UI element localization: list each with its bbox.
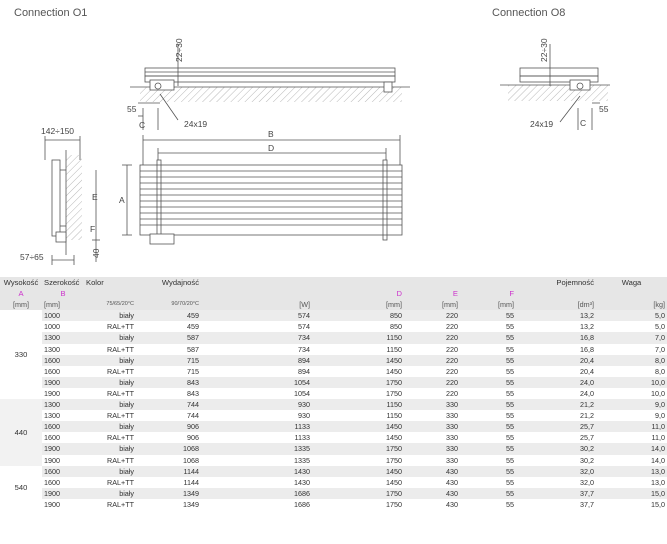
cell-weight: 5,0 xyxy=(655,322,665,332)
cell-weight: 13,0 xyxy=(596,466,667,477)
specs-table xyxy=(0,277,667,510)
connection-o1-title: Connection O1 xyxy=(14,7,88,19)
cell-output-75: 906 xyxy=(187,433,199,443)
unit-f: [mm] xyxy=(460,299,516,310)
cell-capacity: 25,7 xyxy=(580,433,594,443)
header-capacity: Pojemność xyxy=(516,277,596,288)
cell-color: RAL+TT xyxy=(107,411,134,421)
cell-output-75: 587 xyxy=(136,332,201,343)
cell-output-90: 1335 xyxy=(294,455,310,465)
cell-width: 1600 xyxy=(44,477,60,487)
cell-d: 1750 xyxy=(312,488,404,499)
letter-e: E xyxy=(404,288,460,299)
table-row xyxy=(0,421,667,432)
table-row xyxy=(0,399,667,410)
cell-output-90: 1133 xyxy=(294,433,310,443)
cell-weight: 14,0 xyxy=(651,455,665,465)
cell-f: 55 xyxy=(506,366,514,376)
cell-color: biały xyxy=(84,399,136,410)
cell-capacity: 37,7 xyxy=(516,488,596,499)
cell-width: 1600 xyxy=(42,355,84,366)
table-row xyxy=(0,488,667,499)
cell-output-90: 1686 xyxy=(294,499,310,509)
cell-capacity: 30,2 xyxy=(580,455,594,465)
cell-output-75: 744 xyxy=(187,411,199,421)
cell-output-90: 1430 xyxy=(201,466,312,477)
cell-d: 1750 xyxy=(312,377,404,388)
cell-e: 220 xyxy=(404,332,460,343)
cell-output-90: 734 xyxy=(201,332,312,343)
cell-d: 1750 xyxy=(386,499,402,509)
cell-e: 220 xyxy=(404,355,460,366)
cell-output-90: 574 xyxy=(201,310,312,321)
cell-e: 430 xyxy=(404,466,460,477)
cell-output-90: 930 xyxy=(298,411,310,421)
cell-color: biały xyxy=(84,443,136,454)
cell-f: 55 xyxy=(506,433,514,443)
cell-e: 220 xyxy=(446,388,458,398)
cell-width: 1000 xyxy=(42,310,84,321)
cell-weight: 11,0 xyxy=(651,433,665,443)
header-row-labels xyxy=(0,277,667,288)
table-row xyxy=(0,388,667,399)
connection-o8-title: Connection O8 xyxy=(492,7,566,19)
cell-output-75: 1349 xyxy=(136,488,201,499)
front-b-label: B xyxy=(268,129,274,139)
cell-width: 1000 xyxy=(44,322,60,332)
bottom-clear: 40 xyxy=(91,248,101,258)
cell-color: RAL+TT xyxy=(107,433,134,443)
o8-c-label: C xyxy=(580,118,587,128)
cell-weight: 13,0 xyxy=(651,477,665,487)
cell-capacity: 21,2 xyxy=(580,411,594,421)
cell-color: biały xyxy=(84,466,136,477)
unit-e: [mm] xyxy=(404,299,460,310)
cell-e: 330 xyxy=(404,443,460,454)
cell-width: 1900 xyxy=(42,377,84,388)
cell-capacity: 16,8 xyxy=(580,344,594,354)
cell-capacity: 25,7 xyxy=(516,421,596,432)
bracket-range: 142÷150 xyxy=(41,126,75,136)
cell-color: RAL+TT xyxy=(107,477,134,487)
cell-weight: 11,0 xyxy=(596,421,667,432)
cell-d: 1450 xyxy=(386,366,402,376)
table-row xyxy=(0,355,667,366)
table-row xyxy=(0,310,667,321)
o1-pipe-gap: 22÷30 xyxy=(174,38,184,62)
table-row xyxy=(0,499,667,510)
header-color: Kolor xyxy=(84,277,136,288)
group-height-330: 330 xyxy=(0,310,42,399)
cell-e: 430 xyxy=(446,477,458,487)
cell-f: 55 xyxy=(506,388,514,398)
cell-capacity: 24,0 xyxy=(516,377,596,388)
cell-output-90: 894 xyxy=(298,366,310,376)
cell-output-90: 930 xyxy=(201,399,312,410)
cell-width: 1600 xyxy=(42,421,84,432)
cell-e: 220 xyxy=(446,322,458,332)
cell-weight: 10,0 xyxy=(651,388,665,398)
cell-d: 1150 xyxy=(312,399,404,410)
cell-output-90: 574 xyxy=(298,322,310,332)
table-row xyxy=(0,344,667,355)
cell-capacity: 30,2 xyxy=(516,443,596,454)
table-row xyxy=(0,466,667,477)
cell-capacity: 37,7 xyxy=(580,499,594,509)
letter-empty-4 xyxy=(516,288,596,299)
cell-width: 1300 xyxy=(42,332,84,343)
table-row xyxy=(0,410,667,421)
cell-f: 55 xyxy=(460,377,516,388)
cell-capacity: 20,4 xyxy=(516,355,596,366)
cell-e: 220 xyxy=(446,366,458,376)
unit-height: [mm] xyxy=(0,299,42,310)
cell-capacity: 13,2 xyxy=(516,310,596,321)
table-row xyxy=(0,455,667,466)
unit-width: [mm] xyxy=(42,299,84,310)
table-row xyxy=(0,321,667,332)
cell-f: 55 xyxy=(460,310,516,321)
cell-e: 430 xyxy=(446,499,458,509)
cell-e: 220 xyxy=(404,377,460,388)
header-row-letters xyxy=(0,288,667,299)
table-row xyxy=(0,432,667,443)
cell-color: biały xyxy=(84,332,136,343)
cell-e: 330 xyxy=(404,399,460,410)
cell-e: 220 xyxy=(404,310,460,321)
cell-output-90: 1054 xyxy=(201,377,312,388)
cell-width: 1900 xyxy=(42,488,84,499)
cell-width: 1300 xyxy=(42,399,84,410)
table-row xyxy=(0,377,667,388)
cell-e: 330 xyxy=(446,411,458,421)
cell-weight: 15,0 xyxy=(596,488,667,499)
letter-a: A xyxy=(0,288,42,299)
cell-color: biały xyxy=(84,310,136,321)
cell-output-90: 894 xyxy=(201,355,312,366)
header-empty-2 xyxy=(312,277,404,288)
table-row xyxy=(0,366,667,377)
cell-f: 55 xyxy=(460,443,516,454)
header-empty-3 xyxy=(404,277,460,288)
cell-output-75: 459 xyxy=(136,310,201,321)
cell-width: 1600 xyxy=(42,466,84,477)
cell-f: 55 xyxy=(506,499,514,509)
o1-thread: 24x19 xyxy=(184,119,208,129)
table-row xyxy=(0,332,667,343)
cell-output-75: 744 xyxy=(136,399,201,410)
cell-output-75: 715 xyxy=(136,355,201,366)
cell-width: 1600 xyxy=(44,366,60,376)
o1-c-label: C xyxy=(139,120,146,130)
cell-weight: 7,0 xyxy=(596,332,667,343)
letter-b: B xyxy=(42,288,84,299)
cell-d: 1750 xyxy=(386,455,402,465)
group-height-540: 540 xyxy=(0,466,42,510)
cell-f: 55 xyxy=(460,488,516,499)
unit-temp-1: 75/65/20°C xyxy=(84,299,136,310)
cell-output-90: 1054 xyxy=(294,388,310,398)
cell-capacity: 13,2 xyxy=(580,322,594,332)
cell-weight: 5,0 xyxy=(596,310,667,321)
table-row xyxy=(0,443,667,454)
cell-capacity: 32,0 xyxy=(516,466,596,477)
cell-color: RAL+TT xyxy=(107,499,134,509)
cell-color: RAL+TT xyxy=(107,388,134,398)
cell-e: 330 xyxy=(404,421,460,432)
cell-output-75: 1144 xyxy=(136,466,201,477)
cell-output-90: 1335 xyxy=(201,443,312,454)
cell-capacity: 20,4 xyxy=(580,366,594,376)
bottom-range: 57÷65 xyxy=(20,252,44,262)
cell-output-75: 1068 xyxy=(183,455,199,465)
cell-width: 1900 xyxy=(42,443,84,454)
unit-weight: [kg] xyxy=(596,299,667,310)
cell-weight: 14,0 xyxy=(596,443,667,454)
cell-color: RAL+TT xyxy=(107,344,134,354)
cell-output-90: 1133 xyxy=(201,421,312,432)
cell-f: 55 xyxy=(460,355,516,366)
cell-output-75: 1349 xyxy=(183,499,199,509)
letter-empty-5 xyxy=(596,288,667,299)
cell-output-75: 459 xyxy=(187,322,199,332)
cell-width: 1900 xyxy=(44,499,60,509)
o1-wall-offset: 55 xyxy=(127,104,137,114)
header-width: Szerokość xyxy=(42,277,84,288)
cell-d: 1750 xyxy=(312,443,404,454)
unit-watts: [W] xyxy=(201,299,312,310)
cell-color: RAL+TT xyxy=(107,322,134,332)
letter-empty-3 xyxy=(201,288,312,299)
front-a-label: A xyxy=(119,195,125,205)
cell-weight: 8,0 xyxy=(596,355,667,366)
cell-output-75: 587 xyxy=(187,344,199,354)
header-empty-4 xyxy=(460,277,516,288)
cell-f: 55 xyxy=(506,344,514,354)
letter-empty-2 xyxy=(136,288,201,299)
cell-color: biały xyxy=(84,377,136,388)
cell-width: 1300 xyxy=(44,344,60,354)
cell-e: 220 xyxy=(446,344,458,354)
cell-output-90: 1686 xyxy=(201,488,312,499)
cell-f: 55 xyxy=(460,466,516,477)
cell-output-75: 715 xyxy=(187,366,199,376)
cell-f: 55 xyxy=(506,411,514,421)
header-weight: Waga xyxy=(596,277,667,288)
cell-e: 430 xyxy=(404,488,460,499)
cell-d: 1150 xyxy=(386,344,402,354)
cell-color: biały xyxy=(84,488,136,499)
cell-width: 1900 xyxy=(44,455,60,465)
o1-top-view xyxy=(130,44,410,130)
cell-d: 1150 xyxy=(386,411,402,421)
cell-output-90: 734 xyxy=(298,344,310,354)
cell-color: RAL+TT xyxy=(107,455,134,465)
cell-f: 55 xyxy=(460,399,516,410)
unit-temp-2: 90/70/20°C xyxy=(136,299,201,310)
letter-f: F xyxy=(460,288,516,299)
cell-capacity: 21,2 xyxy=(516,399,596,410)
cell-f: 55 xyxy=(506,477,514,487)
header-output: Wydajność xyxy=(136,277,201,288)
cell-d: 1450 xyxy=(312,421,404,432)
cell-output-75: 906 xyxy=(136,421,201,432)
o8-pipe-gap: 22÷30 xyxy=(539,38,549,62)
cell-output-75: 843 xyxy=(136,377,201,388)
cell-weight: 9,0 xyxy=(655,411,665,421)
unit-d: [mm] xyxy=(312,299,404,310)
letter-d: D xyxy=(312,288,404,299)
cell-d: 1450 xyxy=(312,466,404,477)
cell-width: 1300 xyxy=(44,411,60,421)
cell-d: 1750 xyxy=(386,388,402,398)
cell-d: 1450 xyxy=(386,433,402,443)
cell-d: 850 xyxy=(312,310,404,321)
front-d-label: D xyxy=(268,143,275,153)
cell-weight: 10,0 xyxy=(596,377,667,388)
cell-weight: 15,0 xyxy=(651,499,665,509)
cell-f: 55 xyxy=(460,332,516,343)
cell-f: 55 xyxy=(460,421,516,432)
cell-color: RAL+TT xyxy=(107,366,134,376)
side-f-label: F xyxy=(90,224,96,234)
side-e-label: E xyxy=(92,192,98,202)
cell-f: 55 xyxy=(506,455,514,465)
cell-weight: 8,0 xyxy=(655,366,665,376)
cell-d: 1450 xyxy=(386,477,402,487)
cell-e: 330 xyxy=(446,455,458,465)
cell-capacity: 32,0 xyxy=(580,477,594,487)
cell-d: 850 xyxy=(390,322,402,332)
o8-thread: 24x19 xyxy=(530,119,554,129)
cell-output-75: 1068 xyxy=(136,443,201,454)
header-row-units xyxy=(0,299,667,310)
cell-color: biały xyxy=(84,421,136,432)
front-view xyxy=(122,135,402,244)
cell-output-75: 1144 xyxy=(183,477,199,487)
cell-f: 55 xyxy=(506,322,514,332)
cell-weight: 7,0 xyxy=(655,344,665,354)
cell-color: biały xyxy=(84,355,136,366)
o8-wall-offset: 55 xyxy=(599,104,609,114)
group-height-440: 440 xyxy=(0,399,42,466)
cell-weight: 9,0 xyxy=(596,399,667,410)
cell-width: 1900 xyxy=(44,388,60,398)
o8-top-view xyxy=(500,44,610,130)
cell-capacity: 16,8 xyxy=(516,332,596,343)
table-row xyxy=(0,477,667,488)
letter-empty-1 xyxy=(84,288,136,299)
cell-output-75: 843 xyxy=(187,388,199,398)
cell-d: 1450 xyxy=(312,355,404,366)
header-height: Wysokość xyxy=(0,277,42,288)
cell-e: 330 xyxy=(446,433,458,443)
unit-capacity: [dm³] xyxy=(516,299,596,310)
cell-d: 1150 xyxy=(312,332,404,343)
cell-capacity: 24,0 xyxy=(580,388,594,398)
cell-width: 1600 xyxy=(44,433,60,443)
header-empty-1 xyxy=(201,277,312,288)
cell-output-90: 1430 xyxy=(294,477,310,487)
